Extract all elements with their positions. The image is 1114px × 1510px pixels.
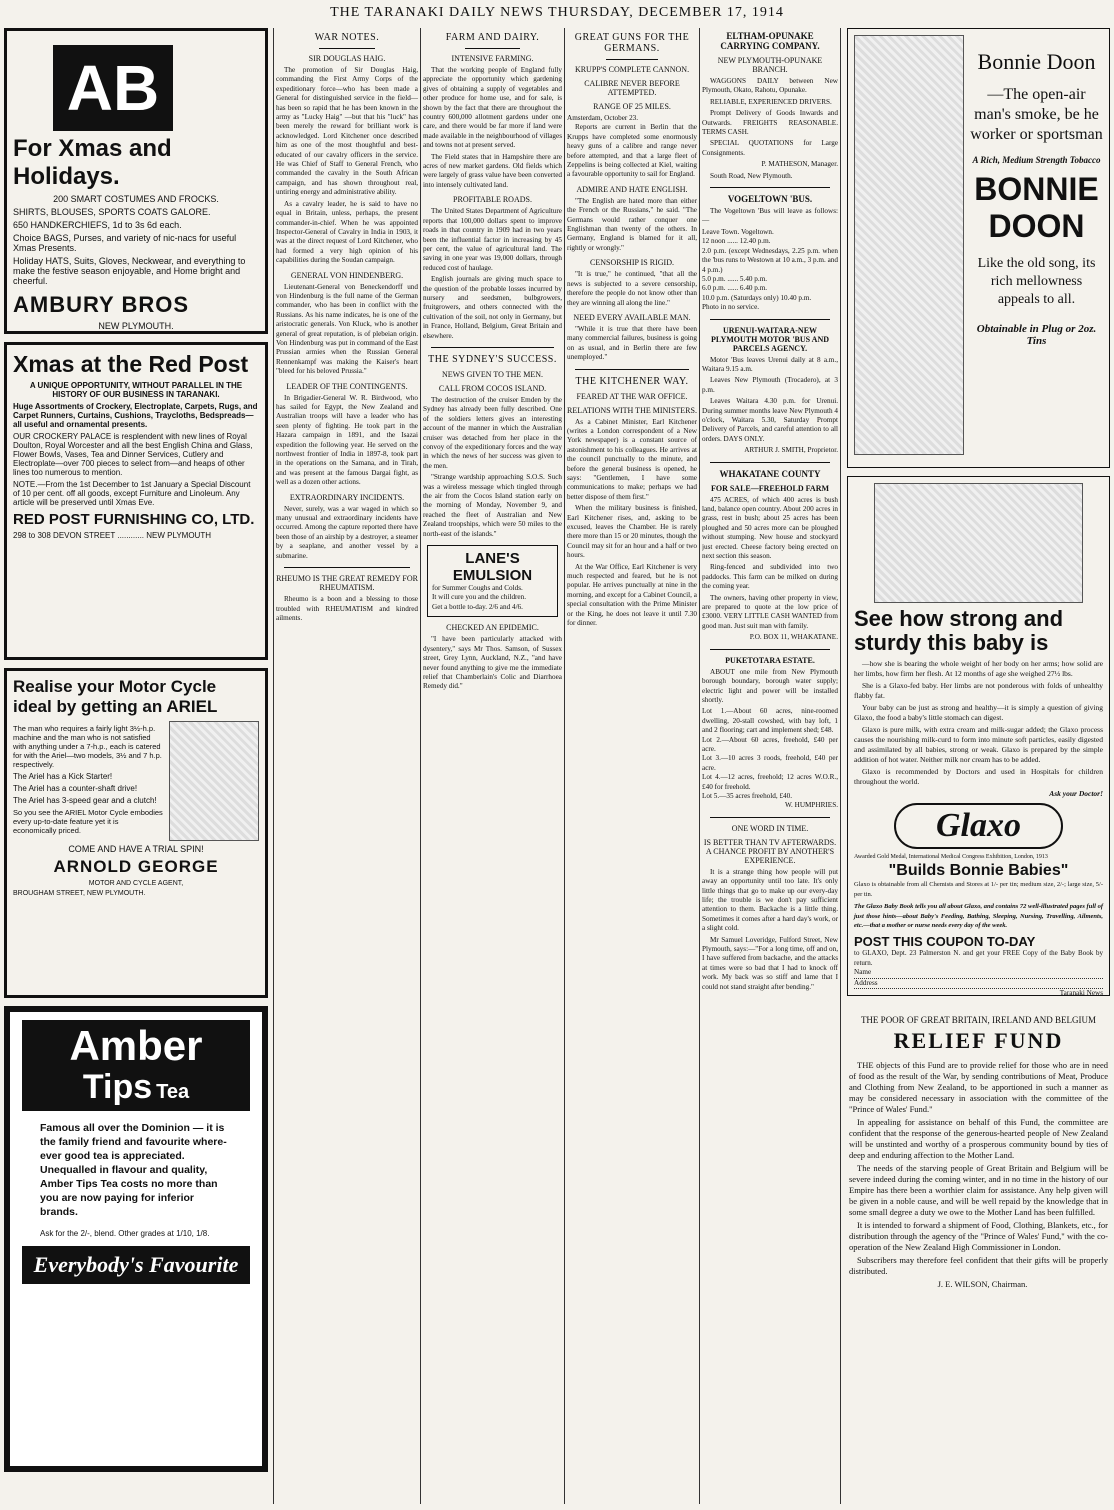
gx-address-field[interactable]: Address: [854, 979, 1103, 989]
article-paragraph: The United States Department of Agriculture reports that 100,000 dollars spent to improve roads in that country in 1909 had in two years been the influential factor in increasing by 45 per cent, the value of agricultural land. The saving in one year was 19,000 dollars, through reduced cost of haulage.: [423, 207, 562, 272]
lot-row: Lot 5.—35 acres freehold, £40.: [702, 791, 793, 800]
gx-title: See how strong and sturdy this baby is: [854, 606, 1064, 655]
bd-title: Bonnie Doon: [977, 49, 1096, 74]
relief-paragraph: Subscribers may therefore feel confident that their gifts will be properly distributed.: [849, 1255, 1108, 1276]
subheading: LEADER OF THE CONTINGENTS.: [286, 381, 408, 391]
column-rule: [840, 28, 841, 1504]
urenui-line: Leaves Waitara 4.30 p.m. for Urenui. During summer months leave New Plymouth 4 o'clock, Waitara 5.30, Saturday Prompt Delivery of Parcels, and careful attention to all orders. DAYS ONLY.: [702, 397, 838, 443]
vogeltown-note: Photo in no service.: [702, 303, 760, 312]
gx-slogan: "Builds Bonnie Babies": [888, 862, 1069, 880]
gx-paragraph: Glaxo is pure milk, with extra cream and milk-sugar added; the Glaxo process causes the nourishing milk-curd to form into minute soft particles, easily digested and assimilated by all babies, strong or weak. Glaxo is prepared by the simple addition of hot water. Neither milk nor cream has to be added.: [854, 725, 1103, 764]
gx-paragraph: Glaxo is obtainable from all Chemists and Stores at 1/- per tin; medium size, 2/-; large size, 5/- per tin.: [854, 881, 1103, 898]
rp-body: OUR CROCKERY PALACE is resplendent with new lines of Royal Doulton, Royal Worcester and all the best English China and Glass, Flower Bowls, Vases, Tea and Dinner Services, Cutlery and Electroplate—over 700 pieces to select from—and heaps of other lines too numerous to mention.: [13, 432, 253, 477]
column-rule: [699, 28, 700, 1504]
bd-line: —The open-air man's smoke, be he worker or sportsman: [970, 86, 1103, 143]
column-classifieds: [702, 26, 838, 1504]
lane-line: for Summer Coughs and Colds.: [432, 584, 523, 593]
relief-paragraph: THE objects of this Fund are to provide relief for those who are in need of food as the result of the War, by sending contributions of Meat, Produce and Clothing from New Zealand, to be apportioned in such a manner as may be considered necessary in association with the committee of the "Prince of Wales' Fund.": [849, 1060, 1108, 1114]
article-paragraph: At the War Office, Earl Kitchener is very much respected and feared, but he is not popular. He arrives punctually at nine in the morning, and except for a Cabinet Council, a special consultation with the Prime Minister or the King, he does not leave it until 7.30 for dinner.: [567, 562, 697, 628]
relief-paragraph: It is intended to forward a shipment of Food, Clothing, Blankets, etc., for distribution through the agency of the "Prince of Wales' Fund," with the co-operation of the New Zealand High Commissioner in London.: [849, 1220, 1108, 1252]
eltham-line: RELIABLE, EXPERIENCED DRIVERS.: [710, 97, 832, 106]
rp-note: NOTE.—From the 1st December to 1st January a Special Discount of 10 per cent. off all goods, except Furniture and Linoleum. Any article will be preserved until Xmas Eve.: [13, 480, 251, 507]
article-paragraph: "Strange wardship approaching S.O.S. Such was a wireless message which tingled through the air from the Cocos Island station early on the morning of Monday, November 9, and reached the fleet of Australian and New Zealand troopships, which were 50 miles to the north-east of the islands.": [423, 473, 562, 538]
amber-body: Famous all over the Dominion — it is the family friend and favourite where-ever good tea is appreciated. Unequalled in flavour and quality, Amber Tips Tea costs no more than you are now paying for inferior brands.: [40, 1122, 227, 1218]
timetable-row: 2.0 p.m. (except Wednesdays, 2.25 p.m. when the 'bus runs to Westown at 10 a.m., 3 p.m. and 4 p.m.): [702, 246, 838, 274]
war-notes-heading: WAR NOTES.: [314, 32, 380, 43]
rp-firm: RED POST FURNISHING CO, LTD.: [13, 511, 255, 528]
ariel-cta: COME AND HAVE A TRIAL SPIN!: [68, 844, 204, 854]
article-paragraph: That the working people of England fully appreciate the opportunity which gardening gives of obtaining a supply of vegetables and other produce for home use, and for sale, is shown by the fact that there are throughout the country 600,000 allotment gardens under one care, and there would be far more if land were made available in the neighbourhood of villages and towns not at present served.: [423, 66, 562, 150]
gx-paragraph: Glaxo is recommended by Doctors and used in Hospitals for children throughout the world.: [854, 767, 1103, 786]
urenui-line: Motor 'Bus leaves Urenui daily at 8 a.m., Waitara 9.15 a.m.: [702, 355, 838, 373]
ariel-feature: The Ariel has 3-speed gear and a clutch!: [13, 796, 157, 805]
bd-brand: DOON: [988, 208, 1085, 244]
rp-title: Xmas at the Red Post: [13, 351, 249, 377]
eltham-address: South Road, New Plymouth.: [710, 171, 793, 180]
subheading: EXTRAORDINARY INCIDENTS.: [289, 492, 405, 502]
eltham-line: SPECIAL QUOTATIONS for Large Consignments.: [702, 139, 838, 157]
sydney-heading: THE SYDNEY'S SUCCESS.: [428, 353, 557, 365]
gx-paragraph: —how she is bearing the whole weight of her body on her arms; how solid are her limbs, how firm her flesh. At 12 months of age she weighed 27½ lbs.: [854, 659, 1103, 678]
article-paragraph: Rheumo is a boon and a blessing to those troubled with RHEUMATISM and kindred ailments.: [276, 595, 418, 622]
whakatane-line: 475 ACRES, of which 400 acres is bush land, balance open country. About 200 acres in grass, rest in bush; about 25 acres has been ploughed and 50 acres more can be ploughed without stumping. New house and stockyard just erected. Cheese factory being erected on next section this season.: [702, 495, 838, 561]
gx-paragraph: Your baby can be just as strong and healthy—it is simply a question of giving Glaxo, the food a baby's little stomach can digest.: [854, 703, 1103, 722]
gx-paragraph: She is a Glaxo-fed baby. Her limbs are not ponderous with folds of unhealthy flabby fat.: [854, 681, 1103, 700]
timetable-row: 6.0 p.m. ...... 6.40 p.m.: [702, 284, 768, 293]
subheading: CALL FROM COCOS ISLAND.: [438, 383, 547, 393]
column-rule: [273, 28, 274, 1504]
article-paragraph: As a Cabinet Minister, Earl Kitchener (writes a London correspondent of a New York newspaper) is a constant source of astonishment to his colleagues. He arrives at the council punctually to the minute, and before the general business is opened, he says: "Gentlemen, I have some communications to make; perhaps we had better dispose of them first.": [567, 417, 697, 501]
ab-title: For Xmas and Holidays.: [13, 135, 172, 190]
ab-place: NEW PLYMOUTH.: [98, 321, 174, 331]
whakatane-title: WHAKATANE COUNTY: [719, 468, 821, 479]
motorcycle-illustration: [169, 721, 259, 841]
urenui-proprietor: ARTHUR J. SMITH, Proprietor.: [744, 446, 838, 455]
relief-fund-notice: [843, 1004, 1114, 1298]
relief-paragraph: In appealing for assistance on behalf of this Fund, the committee are confident that the response of the generous-hearted people of New Zealand will be unstinted and worthy of a prosperous community bound by ties of deep and enduring affection to the Mother Land.: [849, 1117, 1108, 1160]
lane-line: Get a bottle to-day. 2/6 and 4/6.: [432, 602, 523, 611]
article-paragraph: The Field states that in Hampshire there are acres of new market gardens. Old fields which were largely of grass value have been converted into intensely cultivated land.: [423, 152, 562, 189]
column-rule: [564, 28, 565, 1504]
article-paragraph: Reports are current in Berlin that the Krupps have completed some enormously heavy guns of a calibre and range never before attempted, and that a large fleet of Zeppelins is being collected at Kiel, waiting a favourable opportunity to sail for England.: [567, 123, 697, 179]
article-paragraph: When the military business is finished, Earl Kitchener rises, and, asking to be excused, leaves the Chamber. He is rarely there more than 15 or 20 minutes, though the Council may sit for an hour and a half or two hours.: [567, 504, 697, 560]
subheading: RANGE OF 25 MILES.: [593, 102, 671, 111]
ariel-feature: So you see the ARIEL Motor Cycle embodies every up-to-date feature yet it is economically priced.: [13, 808, 163, 835]
puketotara-line: ABOUT one mile from New Plymouth borough boundary, borough water supply; electric light and power will be installed shortly.: [702, 667, 838, 704]
article-paragraph: "I have been particularly attacked with dysentery," says Mr Thos. Samson, of Sussex street, Grey Lynn, Auckland, N.Z., "and have never found anything to give me the immediate relief that Chamberlain's Colic and Diarrhoea Remedy did.": [423, 635, 562, 691]
article-paragraph: "The English are hated more than either the French or the Russians," he said. "The Germans would rather conquer one Englishman than twenty of the others. In Germany, England is blamed for it all, rightly or wrongly.": [567, 196, 697, 252]
urenui-title: URENUI-WAITARA-NEW PLYMOUTH MOTOR 'BUS AND PARCELS AGENCY.: [710, 325, 829, 353]
amber-word: Amber: [69, 1022, 203, 1069]
amber-tips: Tips: [82, 1068, 153, 1106]
timetable-row: 12 noon ...... 12.40 p.m.: [702, 237, 771, 246]
timetable-row: 5.0 p.m. ...... 5.40 p.m.: [702, 274, 768, 283]
subheading: ADMIRE AND HATE ENGLISH.: [576, 184, 688, 194]
gx-coupon2: to GLAXO, Dept. 23 Palmerston N. and get your FREE Copy of the Baby Book by return.: [854, 949, 1103, 967]
relief-paragraph: The needs of the starving people of Great Britain and Belgium will be severe indeed during the coming winter, and in no time in the history of our Empire has there been a worthier claim for assistance. Any help given will be given in a noble cause, and will be well repaid by the knowledge that in some small degree a duty we owe to the Mother Land has been fulfilled.: [849, 1163, 1108, 1217]
ariel-firm: ARNOLD GEORGE: [53, 857, 219, 876]
amber-tips-advert: [4, 1006, 268, 1472]
subheading: CHECKED AN EPIDEMIC.: [446, 623, 539, 633]
eltham-manager: P. MATHESON, Manager.: [761, 160, 838, 169]
subheading: FEARED AT THE WAR OFFICE.: [576, 391, 688, 401]
ab-logo: AB: [53, 45, 173, 131]
glaxo-advert: [847, 476, 1110, 996]
subheading: NEWS GIVEN TO THE MEN.: [441, 369, 544, 379]
rp-sub: A UNIQUE OPPORTUNITY, WITHOUT PARALLEL IN THE HISTORY OF OUR BUSINESS IN TARANAKI.: [29, 381, 243, 399]
article-paragraph: In Brigadier-General W. R. Birdwood, who has sailed for Egypt, the New Zealand and Australian troops will have a leader who has seen plenty of fighting. He took part in the Hazara campaign in 1891, and the Isazai expedition the following year. He served on the northwest frontier of India in 1897-8, took part in the operations on the Samana, and in Tirah, and was present at the famous Dargai fight, as well as a dozen other actions.: [276, 393, 418, 487]
dateline: Amsterdam, October 23.: [567, 114, 639, 122]
column-adverts-left: [0, 26, 272, 1504]
column-war-notes: [276, 26, 418, 1504]
gx-ask: Ask your Doctor!: [1049, 789, 1103, 798]
bonnie-doon-advert: [847, 28, 1110, 468]
eltham-sub: NEW PLYMOUTH-OPUNAKE BRANCH.: [717, 56, 823, 74]
gx-coupon: POST THIS COUPON TO-DAY: [854, 934, 1036, 950]
subheading: KRUPP'S COMPLETE CANNON.: [574, 65, 690, 74]
gx-award: Awarded Gold Medal, International Medical Congress Exhibition, London, 1913: [854, 854, 1048, 860]
rheumo-heading: RHEUMO IS THE GREAT REMEDY FOR RHEUMATISM.: [276, 574, 418, 593]
kitchener-heading: THE KITCHENER WAY.: [575, 375, 689, 387]
ab-firm: AMBURY BROS: [13, 292, 190, 317]
amber-ask: Ask for the 2/-, blend. Other grades at 1/10, 1/8.: [40, 1229, 210, 1238]
red-post-advert: [4, 342, 268, 660]
ariel-title: Realise your Motor Cycle ideal by getting an ARIEL: [13, 677, 218, 716]
article-paragraph: It is a strange thing how people will put away an opportunity until too late. It's only little things that go to make up our every-day life; the trouble is we don't pay sufficient attention to them. Backache is a little thing. Sometimes it comes after a hard day's work, or a slight cold.: [702, 867, 838, 933]
subheading: SIR DOUGLAS HAIG.: [308, 54, 386, 63]
glaxo-logo: Glaxo: [936, 807, 1021, 844]
relief-head: THE POOR OF GREAT BRITAIN, IRELAND AND BELGIUM: [860, 1015, 1097, 1025]
relief-signature: J. E. WILSON, Chairman.: [937, 1279, 1028, 1289]
baby-illustration: [874, 483, 1083, 603]
lane-line: It will cure you and the children.: [432, 593, 527, 602]
ab-line: 650 HANDKERCHIEFS, 1d to 3s 6d each.: [13, 220, 182, 230]
article-paragraph: The destruction of the cruiser Emden by the Sydney has already been fully described. One of the soldiers letters gives an interesting account of the manner in which the Australian cruiser was detached from her place in the convoy of the expeditionary forces and the way in which the news of her success was given to the men.: [423, 395, 562, 470]
lot-row: Lot 1.—About 60 acres, nine-roomed dwelling, 20-stall cowshed, with bay loft, 1 and 2 flooring; cart and implement shed; £48.: [702, 707, 838, 735]
ab-line: 200 SMART COSTUMES AND FROCKS.: [53, 194, 219, 204]
ariel-advert: [4, 668, 268, 998]
farm-dairy-heading: FARM AND DAIRY.: [445, 32, 540, 43]
bd-brand: BONNIE: [974, 171, 1099, 207]
article-paragraph: English journals are giving much space to the question of the probable losses incurred by nursery and seedsmen, bulbgrowers, fruitgrowers, and others connected with the cultivation of the soil, not only in Germany, but in France, Holland, Belgium, Great Britain and elsewhere.: [423, 275, 562, 340]
lanes-emulsion-advert: [427, 545, 558, 617]
bd-line: Like the old song, its rich mellowness appeals to all.: [977, 256, 1096, 307]
timetable-row: 10.0 p.m. (Saturdays only) 10.40 p.m.: [702, 293, 812, 302]
whakatane-line: Ring-fenced and subdivided into two paddocks. This farm can be milked on during the coming year.: [702, 563, 838, 591]
ariel-addr: BROUGHAM STREET, NEW PLYMOUTH.: [13, 890, 146, 897]
masthead: THE TARANAKI DAILY NEWS THURSDAY, DECEMBER 17, 1914: [330, 5, 784, 20]
puketotara-agent: W. HUMPHRIES.: [784, 801, 838, 810]
article-paragraph: "While it is true that there have been many commercial failures, business is going on as usual, and in Berlin there are few unemployed.": [567, 324, 697, 362]
relief-title: RELIEF FUND: [893, 1028, 1064, 1053]
urenui-line: Leaves New Plymouth (Trocadero), at 3 p.m.: [702, 376, 838, 394]
column-great-guns: [567, 26, 697, 1504]
eltham-line: WAGGONS DAILY between New Plymouth, Okato, Rahotu, Opunake.: [702, 77, 838, 95]
eltham-line: Prompt Delivery of Goods Inwards and Outwards. FREIGHTS REASONABLE. TERMS CASH.: [702, 109, 838, 137]
smoker-illustration: [854, 35, 964, 455]
subheading: CALIBRE NEVER BEFORE ATTEMPTED.: [584, 79, 680, 97]
ariel-feature: The Ariel has a counter-shaft drive!: [13, 784, 138, 793]
ariel-feature: The Ariel has a Kick Starter!: [13, 772, 113, 781]
timetable-row: Leave Town. Vogeltown.: [702, 227, 774, 236]
lot-row: Lot 3.—10 acres 3 roods, freehold, £40 per acre.: [702, 754, 838, 772]
eltham-title: ELTHAM-OPUNAKE CARRYING COMPANY.: [720, 31, 820, 51]
bd-obtainable: Obtainable in Plug or 2oz. Tins: [976, 323, 1097, 347]
column-farm-dairy: [423, 26, 562, 1504]
subheading: INTENSIVE FARMING.: [451, 54, 534, 63]
ariel-firm2: MOTOR AND CYCLE AGENT,: [88, 880, 184, 887]
subheading: CENSORSHIP IS RIGID.: [590, 258, 674, 268]
gx-paper: Taranaki News: [1059, 989, 1103, 996]
ab-line: Choice BAGS, Purses, and variety of nic-nacs for useful Xmas Presents.: [13, 233, 237, 253]
ab-line: Holiday HATS, Suits, Gloves, Neckwear, and everything to make the festive season enjoyable, and Home bright and cheerful.: [13, 256, 246, 286]
column-rule: [420, 28, 421, 1504]
article-paragraph: Mr Samuel Loveridge, Fulford Street, New Plymouth, says:—"For a long time, off and on, I have suffered from backache, and the attacks at times were so bad that I had to knock off work. My back was so stiff and lame that I could not stand straight after bending.": [702, 935, 838, 991]
puketotara-title: PUKETOTARA ESTATE.: [725, 655, 815, 665]
article-paragraph: As a cavalry leader, he is said to have no equal in Britain, unless, perhaps, the present commander-in-chief. When he was appointed Inspector-General of Cavalry in India in 1903, it was at the direct request of Lord Kitchener, who had formed a very high opinion of his capabilities during the Soudan campaign.: [276, 199, 418, 265]
amber-favourite: Everybody's Favourite: [33, 1252, 239, 1277]
great-guns-heading: GREAT GUNS FOR THE GERMANS.: [574, 32, 690, 54]
subheading: PROFITABLE ROADS.: [453, 195, 532, 205]
article-paragraph: Never, surely, was a war waged in which so many unusual and extraordinary incidents have occurred. Among the capture reported there have been those of an airship by a destroyer, a steamer by a seaplane, and another vessel by a submarine.: [276, 504, 418, 560]
subheading: GENERAL VON HINDENBERG.: [290, 270, 404, 280]
vogeltown-title: VOGELTOWN 'BUS.: [727, 194, 813, 205]
ab-line: SHIRTS, BLOUSES, SPORTS COATS GALORE.: [13, 207, 211, 217]
gx-name-field[interactable]: Name: [854, 968, 1103, 978]
lot-row: Lot 4.—12 acres, freehold; 12 acres W.O.R., £40 for freehold.: [702, 773, 838, 791]
one-word-sub: IS BETTER THAN TV AFTERWARDS. A CHANCE PROFIT BY ANOTHER'S EXPERIENCE.: [703, 837, 837, 865]
article-paragraph: The promotion of Sir Douglas Haig, commanding the First Army Corps of the expeditionary force—who has been made a General for distinguished service in the field—has been so rapid that he has been known in the army as "Lucky Haig" —but that his "luck" has been merely the reward for brilliant work is acknowledged. Lord Kitchener once described him as one of the most thoughtful and best-educated of our cavalry officers in the service. He was Chief of Staff to General French, who commanded the cavalry in the South African campaign, and has shown throughout real, untiring energy and administrative ability.: [276, 66, 418, 197]
rp-addr: 298 to 308 DEVON STREET ............ NEW PLYMOUTH: [13, 531, 211, 540]
vogeltown-line: The Vogeltown 'Bus will leave as follows:—: [702, 207, 838, 225]
whakatane-sub: FOR SALE—FREEHOLD FARM: [710, 483, 830, 493]
bd-tag: A Rich, Medium Strength Tobacco: [972, 155, 1101, 165]
subheading: NEED EVERY AVAILABLE MAN.: [573, 312, 691, 322]
lane-title: LANE'S EMULSION: [452, 550, 533, 585]
one-word-title: ONE WORD IN TIME.: [731, 823, 809, 833]
article-paragraph: Lieutenant-General von Beneckendorff und von Hindenburg is the full name of the German commander, who has been in conflict with the Russians. As his name indicates, he is one of the aristocratic generals. Von Kluck, who is another general of great reputation, is of plebeian origin. Von Hindenburg was put in command of the East Prussian armies when the Russian General Rennenkampf was making the Kaiser's heart "bleed for his beloved Prussia.": [276, 282, 418, 376]
lot-row: Lot 2.—About 60 acres, freehold, £40 per acre.: [702, 735, 838, 753]
article-paragraph: "It is true," he continued, "that all the news is subjected to a severe censorship, therefore the people do not know other than they are winning all along the line.": [567, 270, 697, 307]
ariel-body: The man who requires a fairly light 3½-h.p. machine and the man who is not satisfied with anything under a 7-h.p., each is catered for with the Ariel—two models, 3½ and 7 h.p. respectively.: [13, 724, 162, 769]
amber-tea: Tea: [156, 1081, 190, 1103]
subheading: RELATIONS WITH THE MINISTERS.: [567, 405, 697, 415]
whakatane-address: P.O. BOX 11, WHAKATANE.: [749, 633, 838, 642]
whakatane-line: The owners, having other property in view, are prepared to quote at the low price of £3000. VERY LITTLE CASH WANTED from good man. Just suit man with family.: [702, 593, 838, 630]
ambury-bros-advert: [4, 28, 268, 334]
column-adverts-right: [843, 26, 1114, 1504]
gx-paragraph: The Glaxo Baby Book tells you all about Glaxo, and contains 72 well-illustrated pages full of just those hints—about Baby's Feeding, Bathing, Sleeping, Nursing, Travelling, Ailments, etc.—that a mother or nurse needs every day of the week.: [854, 903, 1103, 930]
rp-body: Huge Assortments of Crockery, Electroplate, Carpets, Rugs, and Carpet Runners, Curtains, Cushions, Traycloths, Bedspreads—all useful and ornamental presents.: [13, 402, 258, 429]
